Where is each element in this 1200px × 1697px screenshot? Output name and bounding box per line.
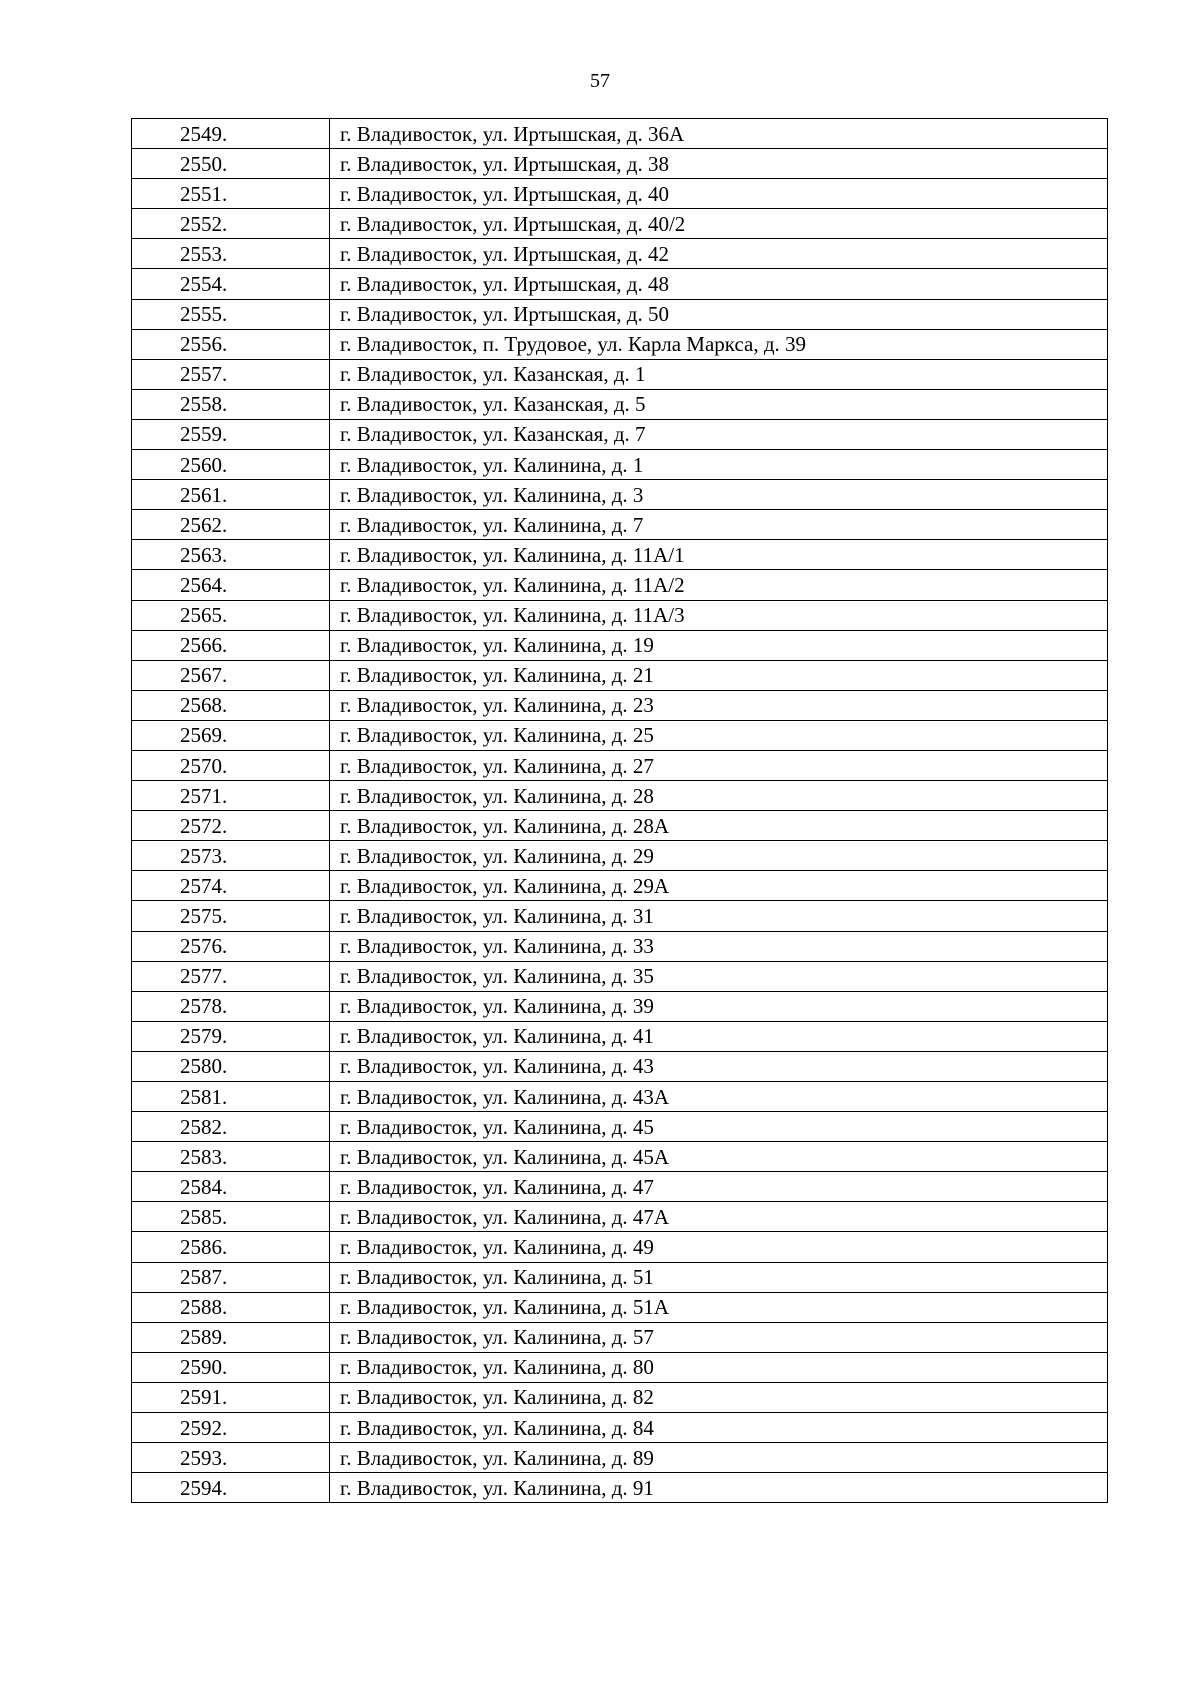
table-row bbox=[132, 179, 1108, 209]
row-number: 2558. bbox=[132, 389, 330, 419]
row-number: 2592. bbox=[132, 1413, 330, 1443]
row-address: г. Владивосток, п. Трудовое, ул. Карла Маркса, д. 39 bbox=[330, 329, 1108, 359]
row-number: 2593. bbox=[132, 1443, 330, 1473]
row-address: г. Владивосток, ул. Калинина, д. 43А bbox=[330, 1082, 1108, 1112]
row-number: 2572. bbox=[132, 811, 330, 841]
row-address: г. Владивосток, ул. Калинина, д. 91 bbox=[330, 1473, 1108, 1503]
row-number: 2575. bbox=[132, 901, 330, 931]
row-address: г. Владивосток, ул. Калинина, д. 28 bbox=[330, 781, 1108, 811]
row-number: 2588. bbox=[132, 1292, 330, 1322]
row-number: 2561. bbox=[132, 480, 330, 510]
row-address: г. Владивосток, ул. Иртышская, д. 36А bbox=[330, 119, 1108, 149]
table-row bbox=[132, 991, 1108, 1021]
table-row bbox=[132, 299, 1108, 329]
table-row bbox=[132, 871, 1108, 901]
table-row bbox=[132, 329, 1108, 359]
table-row bbox=[132, 961, 1108, 991]
row-number: 2555. bbox=[132, 299, 330, 329]
row-number: 2578. bbox=[132, 991, 330, 1021]
table-row bbox=[132, 720, 1108, 750]
row-address: г. Владивосток, ул. Калинина, д. 51 bbox=[330, 1262, 1108, 1292]
table-row bbox=[132, 1413, 1108, 1443]
row-address: г. Владивосток, ул. Калинина, д. 33 bbox=[330, 931, 1108, 961]
row-number: 2585. bbox=[132, 1202, 330, 1232]
row-number: 2571. bbox=[132, 781, 330, 811]
table-row bbox=[132, 1082, 1108, 1112]
row-number: 2551. bbox=[132, 179, 330, 209]
table-row bbox=[132, 600, 1108, 630]
row-address: г. Владивосток, ул. Калинина, д. 11А/1 bbox=[330, 540, 1108, 570]
row-number: 2582. bbox=[132, 1112, 330, 1142]
row-number: 2563. bbox=[132, 540, 330, 570]
row-address: г. Владивосток, ул. Иртышская, д. 50 bbox=[330, 299, 1108, 329]
table-row bbox=[132, 1262, 1108, 1292]
table-row bbox=[132, 570, 1108, 600]
row-number: 2584. bbox=[132, 1172, 330, 1202]
row-number: 2576. bbox=[132, 931, 330, 961]
table-row bbox=[132, 1021, 1108, 1051]
table-row bbox=[132, 1202, 1108, 1232]
row-address: г. Владивосток, ул. Калинина, д. 7 bbox=[330, 510, 1108, 540]
row-address: г. Владивосток, ул. Калинина, д. 47 bbox=[330, 1172, 1108, 1202]
table-row bbox=[132, 841, 1108, 871]
row-number: 2583. bbox=[132, 1142, 330, 1172]
row-address: г. Владивосток, ул. Калинина, д. 47А bbox=[330, 1202, 1108, 1232]
row-number: 2557. bbox=[132, 359, 330, 389]
row-number: 2577. bbox=[132, 961, 330, 991]
table-row bbox=[132, 119, 1108, 149]
row-address: г. Владивосток, ул. Калинина, д. 21 bbox=[330, 660, 1108, 690]
table-row bbox=[132, 1232, 1108, 1262]
row-number: 2586. bbox=[132, 1232, 330, 1262]
table-row bbox=[132, 1382, 1108, 1412]
row-number: 2556. bbox=[132, 329, 330, 359]
row-address: г. Владивосток, ул. Калинина, д. 23 bbox=[330, 690, 1108, 720]
row-address: г. Владивосток, ул. Калинина, д. 11А/3 bbox=[330, 600, 1108, 630]
table-row bbox=[132, 149, 1108, 179]
table-row bbox=[132, 209, 1108, 239]
address-table bbox=[131, 118, 1108, 1503]
row-address: г. Владивосток, ул. Калинина, д. 80 bbox=[330, 1352, 1108, 1382]
row-number: 2549. bbox=[132, 119, 330, 149]
table-row bbox=[132, 1112, 1108, 1142]
row-address: г. Владивосток, ул. Калинина, д. 84 bbox=[330, 1413, 1108, 1443]
row-number: 2579. bbox=[132, 1021, 330, 1051]
table-row bbox=[132, 1443, 1108, 1473]
row-number: 2565. bbox=[132, 600, 330, 630]
table-row bbox=[132, 811, 1108, 841]
row-number: 2594. bbox=[132, 1473, 330, 1503]
row-number: 2591. bbox=[132, 1382, 330, 1412]
row-number: 2564. bbox=[132, 570, 330, 600]
row-address: г. Владивосток, ул. Калинина, д. 3 bbox=[330, 480, 1108, 510]
table-body bbox=[132, 119, 1108, 1503]
table-row bbox=[132, 480, 1108, 510]
row-address: г. Владивосток, ул. Калинина, д. 11А/2 bbox=[330, 570, 1108, 600]
row-number: 2562. bbox=[132, 510, 330, 540]
row-number: 2559. bbox=[132, 419, 330, 449]
row-address: г. Владивосток, ул. Калинина, д. 19 bbox=[330, 630, 1108, 660]
row-number: 2580. bbox=[132, 1051, 330, 1081]
row-number: 2554. bbox=[132, 269, 330, 299]
row-address: г. Владивосток, ул. Калинина, д. 31 bbox=[330, 901, 1108, 931]
table-row bbox=[132, 450, 1108, 480]
row-number: 2573. bbox=[132, 841, 330, 871]
row-address: г. Владивосток, ул. Калинина, д. 49 bbox=[330, 1232, 1108, 1262]
row-number: 2570. bbox=[132, 750, 330, 780]
row-address: г. Владивосток, ул. Калинина, д. 35 bbox=[330, 961, 1108, 991]
row-address: г. Владивосток, ул. Калинина, д. 25 bbox=[330, 720, 1108, 750]
row-number: 2589. bbox=[132, 1322, 330, 1352]
table-row bbox=[132, 359, 1108, 389]
row-address: г. Владивосток, ул. Иртышская, д. 38 bbox=[330, 149, 1108, 179]
row-address: г. Владивосток, ул. Калинина, д. 57 bbox=[330, 1322, 1108, 1352]
row-number: 2550. bbox=[132, 149, 330, 179]
table-row bbox=[132, 269, 1108, 299]
row-number: 2569. bbox=[132, 720, 330, 750]
table-row bbox=[132, 901, 1108, 931]
row-number: 2574. bbox=[132, 871, 330, 901]
table-row bbox=[132, 1322, 1108, 1352]
table-row bbox=[132, 750, 1108, 780]
row-address: г. Владивосток, ул. Калинина, д. 29А bbox=[330, 871, 1108, 901]
table-row bbox=[132, 1051, 1108, 1081]
row-number: 2566. bbox=[132, 630, 330, 660]
row-address: г. Владивосток, ул. Калинина, д. 39 bbox=[330, 991, 1108, 1021]
table-row bbox=[132, 690, 1108, 720]
row-address: г. Владивосток, ул. Калинина, д. 41 bbox=[330, 1021, 1108, 1051]
row-address: г. Владивосток, ул. Иртышская, д. 40/2 bbox=[330, 209, 1108, 239]
table-row bbox=[132, 419, 1108, 449]
table-row bbox=[132, 1142, 1108, 1172]
table-row bbox=[132, 1352, 1108, 1382]
row-address: г. Владивосток, ул. Калинина, д. 28А bbox=[330, 811, 1108, 841]
row-number: 2552. bbox=[132, 209, 330, 239]
row-address: г. Владивосток, ул. Калинина, д. 1 bbox=[330, 450, 1108, 480]
row-number: 2581. bbox=[132, 1082, 330, 1112]
row-address: г. Владивосток, ул. Калинина, д. 29 bbox=[330, 841, 1108, 871]
table-row bbox=[132, 931, 1108, 961]
row-number: 2590. bbox=[132, 1352, 330, 1382]
row-number: 2560. bbox=[132, 450, 330, 480]
row-number: 2568. bbox=[132, 690, 330, 720]
row-address: г. Владивосток, ул. Иртышская, д. 42 bbox=[330, 239, 1108, 269]
table-row bbox=[132, 510, 1108, 540]
table-row bbox=[132, 660, 1108, 690]
row-address: г. Владивосток, ул. Казанская, д. 1 bbox=[330, 359, 1108, 389]
table-row bbox=[132, 1292, 1108, 1322]
row-address: г. Владивосток, ул. Казанская, д. 7 bbox=[330, 419, 1108, 449]
table-row bbox=[132, 1473, 1108, 1503]
row-address: г. Владивосток, ул. Калинина, д. 89 bbox=[330, 1443, 1108, 1473]
table-row bbox=[132, 239, 1108, 269]
table-row bbox=[132, 1172, 1108, 1202]
table-row bbox=[132, 781, 1108, 811]
row-address: г. Владивосток, ул. Калинина, д. 82 bbox=[330, 1382, 1108, 1412]
table-row bbox=[132, 540, 1108, 570]
row-address: г. Владивосток, ул. Калинина, д. 27 bbox=[330, 750, 1108, 780]
row-address: г. Владивосток, ул. Казанская, д. 5 bbox=[330, 389, 1108, 419]
row-address: г. Владивосток, ул. Калинина, д. 45А bbox=[330, 1142, 1108, 1172]
row-address: г. Владивосток, ул. Калинина, д. 51А bbox=[330, 1292, 1108, 1322]
row-number: 2587. bbox=[132, 1262, 330, 1292]
row-number: 2567. bbox=[132, 660, 330, 690]
row-address: г. Владивосток, ул. Иртышская, д. 40 bbox=[330, 179, 1108, 209]
row-address: г. Владивосток, ул. Калинина, д. 43 bbox=[330, 1051, 1108, 1081]
table-row bbox=[132, 630, 1108, 660]
row-address: г. Владивосток, ул. Калинина, д. 45 bbox=[330, 1112, 1108, 1142]
table-row bbox=[132, 389, 1108, 419]
row-number: 2553. bbox=[132, 239, 330, 269]
row-address: г. Владивосток, ул. Иртышская, д. 48 bbox=[330, 269, 1108, 299]
page-number: 57 bbox=[590, 70, 610, 92]
